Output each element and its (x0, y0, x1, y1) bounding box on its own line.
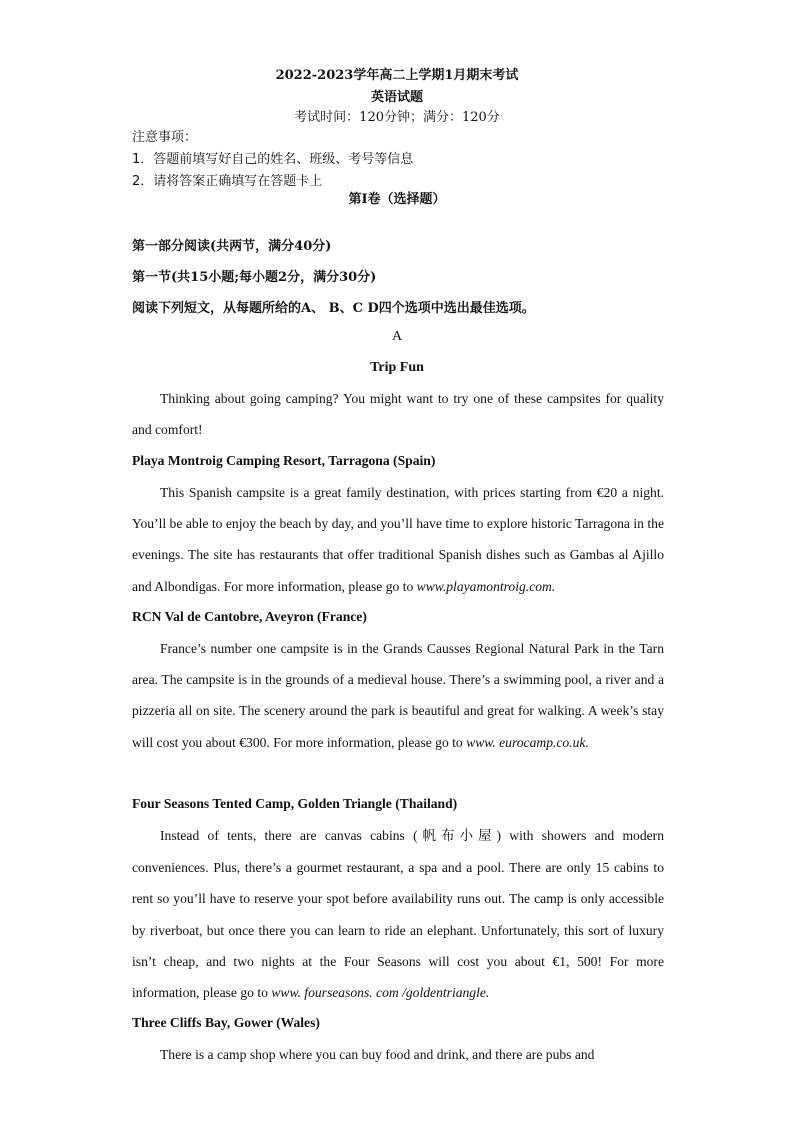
notes-item-1: 1．答题前填写好自己的姓名、班级、考号等信息 (132, 152, 414, 167)
notes-label: 注意事项： (132, 130, 198, 145)
section-title: 第I卷（选择题） (348, 192, 446, 207)
site-text-thailand: Instead of tents, there are canvas cabins (帆布小屋) with showers and modern conveniences. Plus, there’s a gourmet restaurant, a spa and a pool. There are only 15 cabins to rent so you’ll have to reserve your spot before availability runs out. The camp is only accessible by riverboat, but once there you can learn to ride an elephant. Unfortunately, this sort of luxury isn’t cheap, and two nights at the Four Seasons will cost you about €1, 500! For more information, please go to www. fourseasons. com /goldentriangle. (132, 828, 665, 1001)
site-text-wales: There is a camp shop where you can buy food and drink, and there are pubs and (160, 1047, 595, 1062)
instruction: 阅读下列短文，从每题所给的A、 B、C D四个选项中选出最佳选项。 (132, 301, 535, 316)
site-heading-spain: Playa Montroig Camping Resort, Tarragona (Spain) (132, 453, 436, 468)
passage-intro: Thinking about going camping? You might want to try one of these campsites for quality and comfort! (132, 391, 664, 438)
passage-letter: A (391, 329, 403, 344)
subsection-title: 第一节(共15小题;每小题2分，满分30分) (132, 270, 377, 285)
exam-duration: 考试时间：120分钟；满分：120分 (294, 110, 500, 125)
passage-title: Trip Fun (370, 360, 424, 375)
part-title: 第一部分阅读(共两节，满分40分) (132, 239, 332, 254)
site-text-france: France’s number one campsite is in the Grands Causses Regional Natural Park in the Tarn area. The campsite is in the grounds of a medieval house. There’s a swimming pool, a river and a pizzeria all on site. The scenery around the park is beautiful and great for walking. A week’s stay will cost you about €300. For more information, please go to www. eurocamp.co.uk. (132, 641, 664, 750)
exam-subject: 英语试题 (370, 90, 423, 105)
cn-note: 帆布小屋 (417, 828, 497, 844)
site-link-thailand[interactable]: www. fourseasons. com /goldentriangle. (271, 985, 490, 1001)
exam-title: 2022-2023学年高二上学期1月期末考试 (275, 68, 519, 83)
site-heading-france: RCN Val de Cantobre, Aveyron (France) (132, 609, 367, 624)
site-heading-thailand: Four Seasons Tented Camp, Golden Triangle (Thailand) (132, 796, 458, 811)
site-link-spain[interactable]: www.playamontroig.com. (416, 578, 556, 594)
site-heading-wales: Three Cliffs Bay, Gower (Wales) (132, 1015, 320, 1030)
site-link-france[interactable]: www. eurocamp.co.uk. (466, 734, 589, 750)
site-text-spain: This Spanish campsite is a great family destination, with prices starting from €20 a night. You’ll be able to enjoy the beach by day, and you’ll have time to explore historic Tarragona in the evenings. The site has restaurants that offer traditional Spanish dishes such as Gambas al Ajillo and Albondigas. For more information, please go to www.playamontroig.com. (132, 485, 664, 594)
notes-item-2: 2．请将答案正确填写在答题卡上 (132, 174, 323, 189)
